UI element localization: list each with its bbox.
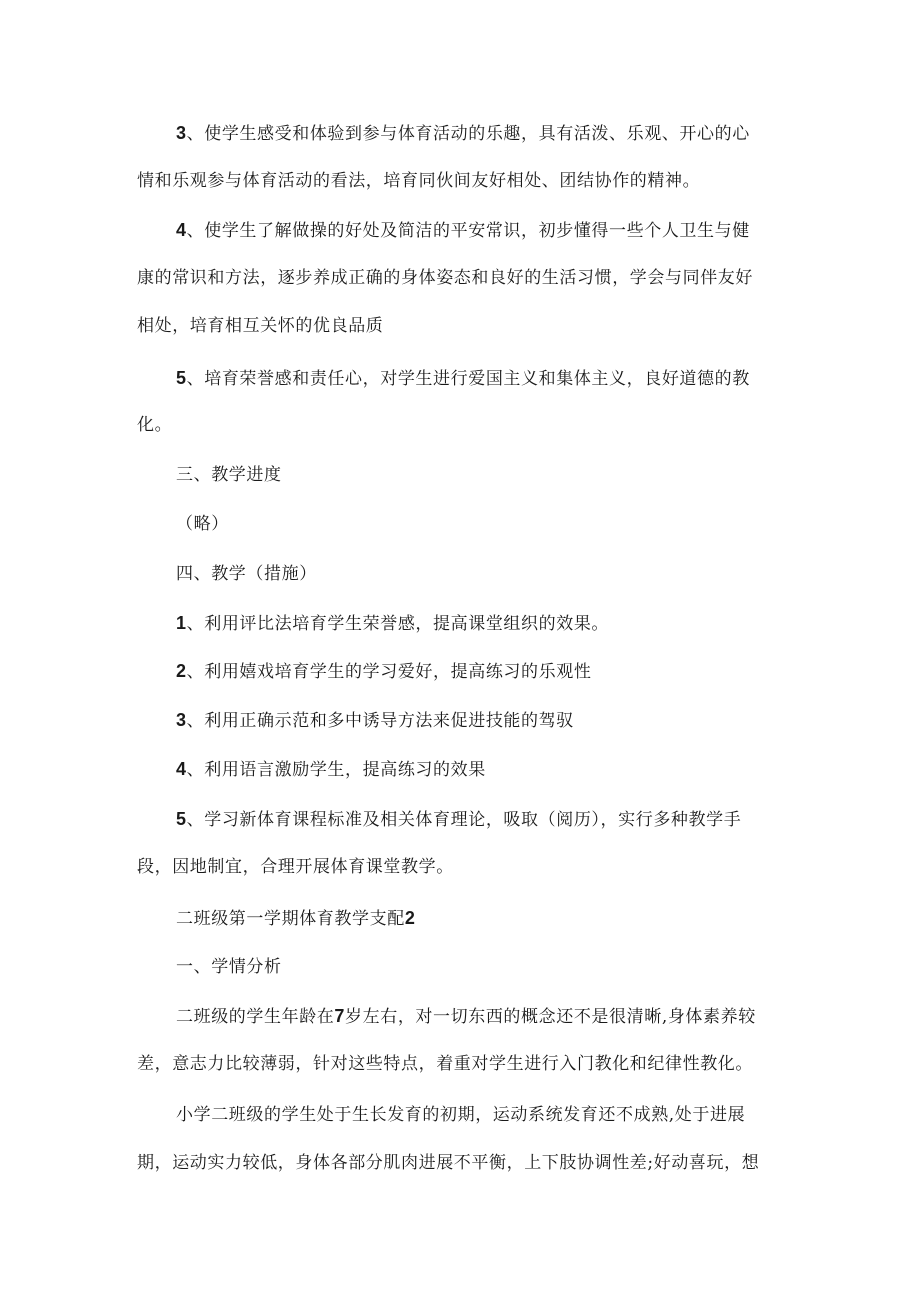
goal-5-number: 5 [176,368,187,388]
measure-2-text: 、利用嬉戏培育学生的学习爱好，提高练习的乐观性 [186,662,592,682]
analysis-p2-line-1: 小学二班级的学生处于生长发育的初期，运动系统发育还不成熟,处于进展 [176,1105,746,1125]
measure-2-number: 2 [176,661,187,681]
measure-4-text: 、利用语言激励学生，提高练习的效果 [186,760,486,780]
plan-2-title-text: 二班级第一学期体育教学支配 [176,909,405,929]
measure-1-text: 、利用评比法培育学生荣誉感，提高课堂组织的效果。 [186,614,610,634]
measure-4-number: 4 [176,759,187,779]
goal-3-number: 3 [176,123,187,143]
section-heading-progress: 三、教学进度 [176,465,282,485]
age-number: 7 [334,1006,346,1026]
measure-2 [176,659,591,684]
goal-5-line-2: 化。 [137,415,173,435]
goal-5-line-1 [176,366,750,391]
goal-4-text-1: 、使学生了解做操的好处及简洁的平安常识，初步懂得一些个人卫生与健 [186,221,750,241]
measure-3-number: 3 [176,710,187,730]
plan-2-title [176,906,415,931]
measure-5-text-1: 、学习新体育课程标准及相关体育理论，吸取（阅历），实行多种教学手 [186,810,742,830]
analysis-p1-text-b: 岁左右，对一切东西的概念还不是很清晰,身体素养较 [345,1007,756,1027]
analysis-p1-text-a: 二班级的学生年龄在 [176,1007,335,1027]
analysis-p1-line-2: 差，意志力比较薄弱，针对这些特点，着重对学生进行入门教化和纪律性教化。 [137,1054,753,1074]
section-heading-measures: 四、教学（措施） [176,564,317,584]
analysis-p1-line-1 [176,1004,756,1029]
goal-4-line-3: 相处，培育相互关怀的优良品质 [137,316,384,336]
measure-3-text: 、利用正确示范和多中诱导方法来促进技能的驾驭 [186,711,574,731]
goal-3-text-1: 、使学生感受和体验到参与体育活动的乐趣，具有活泼、乐观、开心的心 [186,124,750,144]
measure-3 [176,708,574,733]
measure-1-number: 1 [176,613,187,633]
measure-5-number: 5 [176,809,187,829]
goal-3-line-2: 情和乐观参与体育活动的看法，培育同伙间友好相处、团结协作的精神。 [137,171,701,191]
analysis-p2-line-2: 期，运动实力较低，身体各部分肌肉进展不平衡，上下肢协调性差;好动喜玩，想 [137,1153,760,1173]
goal-3-line-1 [176,121,750,146]
goal-4-line-2: 康的常识和方法，逐步养成正确的身体姿态和良好的生活习惯，学会与同伴友好 [137,268,753,288]
goal-4-number: 4 [176,220,187,240]
measure-5-line-1 [176,807,741,832]
plan-2-title-number: 2 [404,908,416,928]
goal-5-text-1: 、培育荣誉感和责任心，对学生进行爱国主义和集体主义，良好道德的教 [186,369,750,389]
progress-omitted: （略） [176,514,229,534]
section-heading-analysis: 一、学情分析 [176,957,282,977]
measure-1 [176,611,609,636]
measure-5-line-2: 段，因地制宜，合理开展体育课堂教学。 [137,857,454,877]
measure-4 [176,757,486,782]
goal-4-line-1 [176,218,750,243]
